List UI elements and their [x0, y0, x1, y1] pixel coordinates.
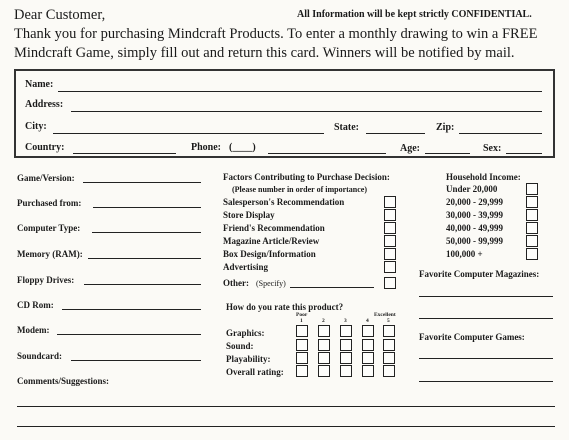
- factor-salesperson: Salesperson's Recommendation: [223, 197, 345, 207]
- country-label: Country:: [25, 142, 65, 153]
- name-field[interactable]: [58, 91, 542, 92]
- game-version-label: Game/Version:: [17, 173, 75, 183]
- income-bracket-6-box[interactable]: [526, 248, 538, 260]
- age-label: Age:: [400, 143, 420, 154]
- graphics-rating-4[interactable]: [362, 325, 374, 337]
- greeting: Dear Customer,: [14, 7, 106, 23]
- cd-rom-field[interactable]: [62, 309, 201, 310]
- address-field[interactable]: [71, 111, 542, 112]
- intro-line-2: Mindcraft Game, simply fill out and return this card. Winners will be notified by mail.: [14, 45, 515, 61]
- memory-label: Memory (RAM):: [17, 249, 83, 259]
- rating-scale-3: 3: [344, 318, 347, 324]
- age-field[interactable]: [425, 153, 470, 154]
- income-title: Household Income:: [446, 172, 521, 182]
- confidential-note: All Information will be kept strictly CONFIDENTIAL.: [297, 9, 532, 20]
- factor-box-design: Box Design/Information: [223, 249, 316, 259]
- comments-line-2[interactable]: [17, 426, 555, 427]
- sound-rating-3[interactable]: [340, 339, 352, 351]
- rating-title: How do you rate this product?: [226, 302, 344, 312]
- overall-rating-5[interactable]: [383, 365, 395, 377]
- floppy-field[interactable]: [84, 284, 201, 285]
- game-version-field[interactable]: [83, 182, 201, 183]
- favorite-magazines-line-2[interactable]: [419, 318, 553, 319]
- playability-rating-4[interactable]: [362, 352, 374, 364]
- rating-sound-label: Sound:: [226, 341, 254, 351]
- factor-advertising: Advertising: [223, 262, 268, 272]
- state-label: State:: [334, 122, 359, 133]
- floppy-label: Floppy Drives:: [17, 275, 75, 285]
- factor-salesperson-box[interactable]: [384, 196, 396, 208]
- purchased-from-field[interactable]: [93, 207, 201, 208]
- factor-friend-box[interactable]: [384, 222, 396, 234]
- rating-scale-1: 1: [300, 318, 303, 324]
- sound-rating-2[interactable]: [318, 339, 330, 351]
- graphics-rating-2[interactable]: [318, 325, 330, 337]
- address-box: [14, 69, 555, 158]
- playability-rating-5[interactable]: [383, 352, 395, 364]
- factor-other-box[interactable]: [384, 277, 396, 289]
- factor-magazine: Magazine Article/Review: [223, 236, 320, 246]
- name-label: Name:: [25, 79, 54, 90]
- rating-scale-2: 2: [322, 318, 325, 324]
- factors-subtitle: (Please number in order of importance): [232, 185, 368, 194]
- overall-rating-4[interactable]: [362, 365, 374, 377]
- sound-rating-5[interactable]: [383, 339, 395, 351]
- comments-label: Comments/Suggestions:: [17, 376, 110, 386]
- rating-playability-label: Playability:: [226, 354, 271, 364]
- rating-scale-5: 5: [387, 318, 390, 324]
- memory-field[interactable]: [88, 258, 201, 259]
- favorite-games-line-2[interactable]: [419, 381, 553, 382]
- address-label: Address:: [25, 99, 64, 110]
- factor-store-display: Store Display: [223, 210, 275, 220]
- factor-store-display-box[interactable]: [384, 209, 396, 221]
- income-bracket-5-box[interactable]: [526, 235, 538, 247]
- cd-rom-label: CD Rom:: [17, 300, 54, 310]
- overall-rating-1[interactable]: [296, 365, 308, 377]
- rating-overall-label: Overall rating:: [226, 367, 284, 377]
- factor-other-field[interactable]: [290, 287, 374, 288]
- city-label: City:: [25, 121, 47, 132]
- soundcard-label: Soundcard:: [17, 351, 63, 361]
- factor-magazine-box[interactable]: [384, 235, 396, 247]
- income-bracket-5: 50,000 - 99,999: [446, 236, 503, 246]
- rating-scale-4: 4: [366, 318, 369, 324]
- modem-label: Modem:: [17, 325, 50, 335]
- playability-rating-3[interactable]: [340, 352, 352, 364]
- income-bracket-3-box[interactable]: [526, 209, 538, 221]
- income-bracket-1: Under 20,000: [446, 184, 498, 194]
- favorite-magazines-label: Favorite Computer Magazines:: [419, 269, 540, 279]
- favorite-magazines-line-1[interactable]: [419, 296, 553, 297]
- zip-field[interactable]: [459, 133, 542, 134]
- graphics-rating-5[interactable]: [383, 325, 395, 337]
- zip-label: Zip:: [436, 122, 455, 133]
- modem-field[interactable]: [57, 334, 201, 335]
- favorite-games-line-1[interactable]: [419, 358, 553, 359]
- factors-title: Factors Contributing to Purchase Decision:: [223, 172, 390, 182]
- city-field[interactable]: [53, 133, 324, 134]
- intro-line-1: Thank you for purchasing Mindcraft Products. To enter a monthly drawing to win a FREE: [14, 26, 538, 42]
- phone-field[interactable]: [268, 153, 386, 154]
- sound-rating-4[interactable]: [362, 339, 374, 351]
- factor-box-design-box[interactable]: [384, 248, 396, 260]
- graphics-rating-1[interactable]: [296, 325, 308, 337]
- overall-rating-2[interactable]: [318, 365, 330, 377]
- sound-rating-1[interactable]: [296, 339, 308, 351]
- playability-rating-2[interactable]: [318, 352, 330, 364]
- factor-other-specify: (Specify): [256, 279, 286, 288]
- income-bracket-2: 20,000 - 29,999: [446, 197, 503, 207]
- computer-type-label: Computer Type:: [17, 223, 81, 233]
- income-bracket-4: 40,000 - 49,999: [446, 223, 503, 233]
- graphics-rating-3[interactable]: [340, 325, 352, 337]
- income-bracket-1-box[interactable]: [526, 183, 538, 195]
- income-bracket-2-box[interactable]: [526, 196, 538, 208]
- phone-area-code: (____): [229, 142, 256, 153]
- country-field[interactable]: [73, 153, 176, 154]
- rating-graphics-label: Graphics:: [226, 328, 265, 338]
- income-bracket-3: 30,000 - 39,999: [446, 210, 503, 220]
- favorite-games-label: Favorite Computer Games:: [419, 332, 525, 342]
- soundcard-field[interactable]: [71, 360, 201, 361]
- income-bracket-4-box[interactable]: [526, 222, 538, 234]
- factor-friend: Friend's Recommendation: [223, 223, 325, 233]
- income-bracket-6: 100,000 +: [446, 249, 483, 259]
- rating-excellent-label: Excellent: [374, 312, 396, 318]
- overall-rating-3[interactable]: [340, 365, 352, 377]
- phone-label: Phone:: [191, 142, 221, 153]
- playability-rating-1[interactable]: [296, 352, 308, 364]
- factor-advertising-box[interactable]: [384, 261, 396, 273]
- sex-label: Sex:: [483, 143, 502, 154]
- rating-poor-label: Poor: [296, 312, 308, 318]
- comments-line-1[interactable]: [17, 406, 555, 407]
- factor-other-label: Other:: [223, 278, 249, 288]
- sex-field[interactable]: [506, 153, 542, 154]
- computer-type-field[interactable]: [92, 232, 201, 233]
- state-field[interactable]: [366, 133, 425, 134]
- purchased-from-label: Purchased from:: [17, 198, 82, 208]
